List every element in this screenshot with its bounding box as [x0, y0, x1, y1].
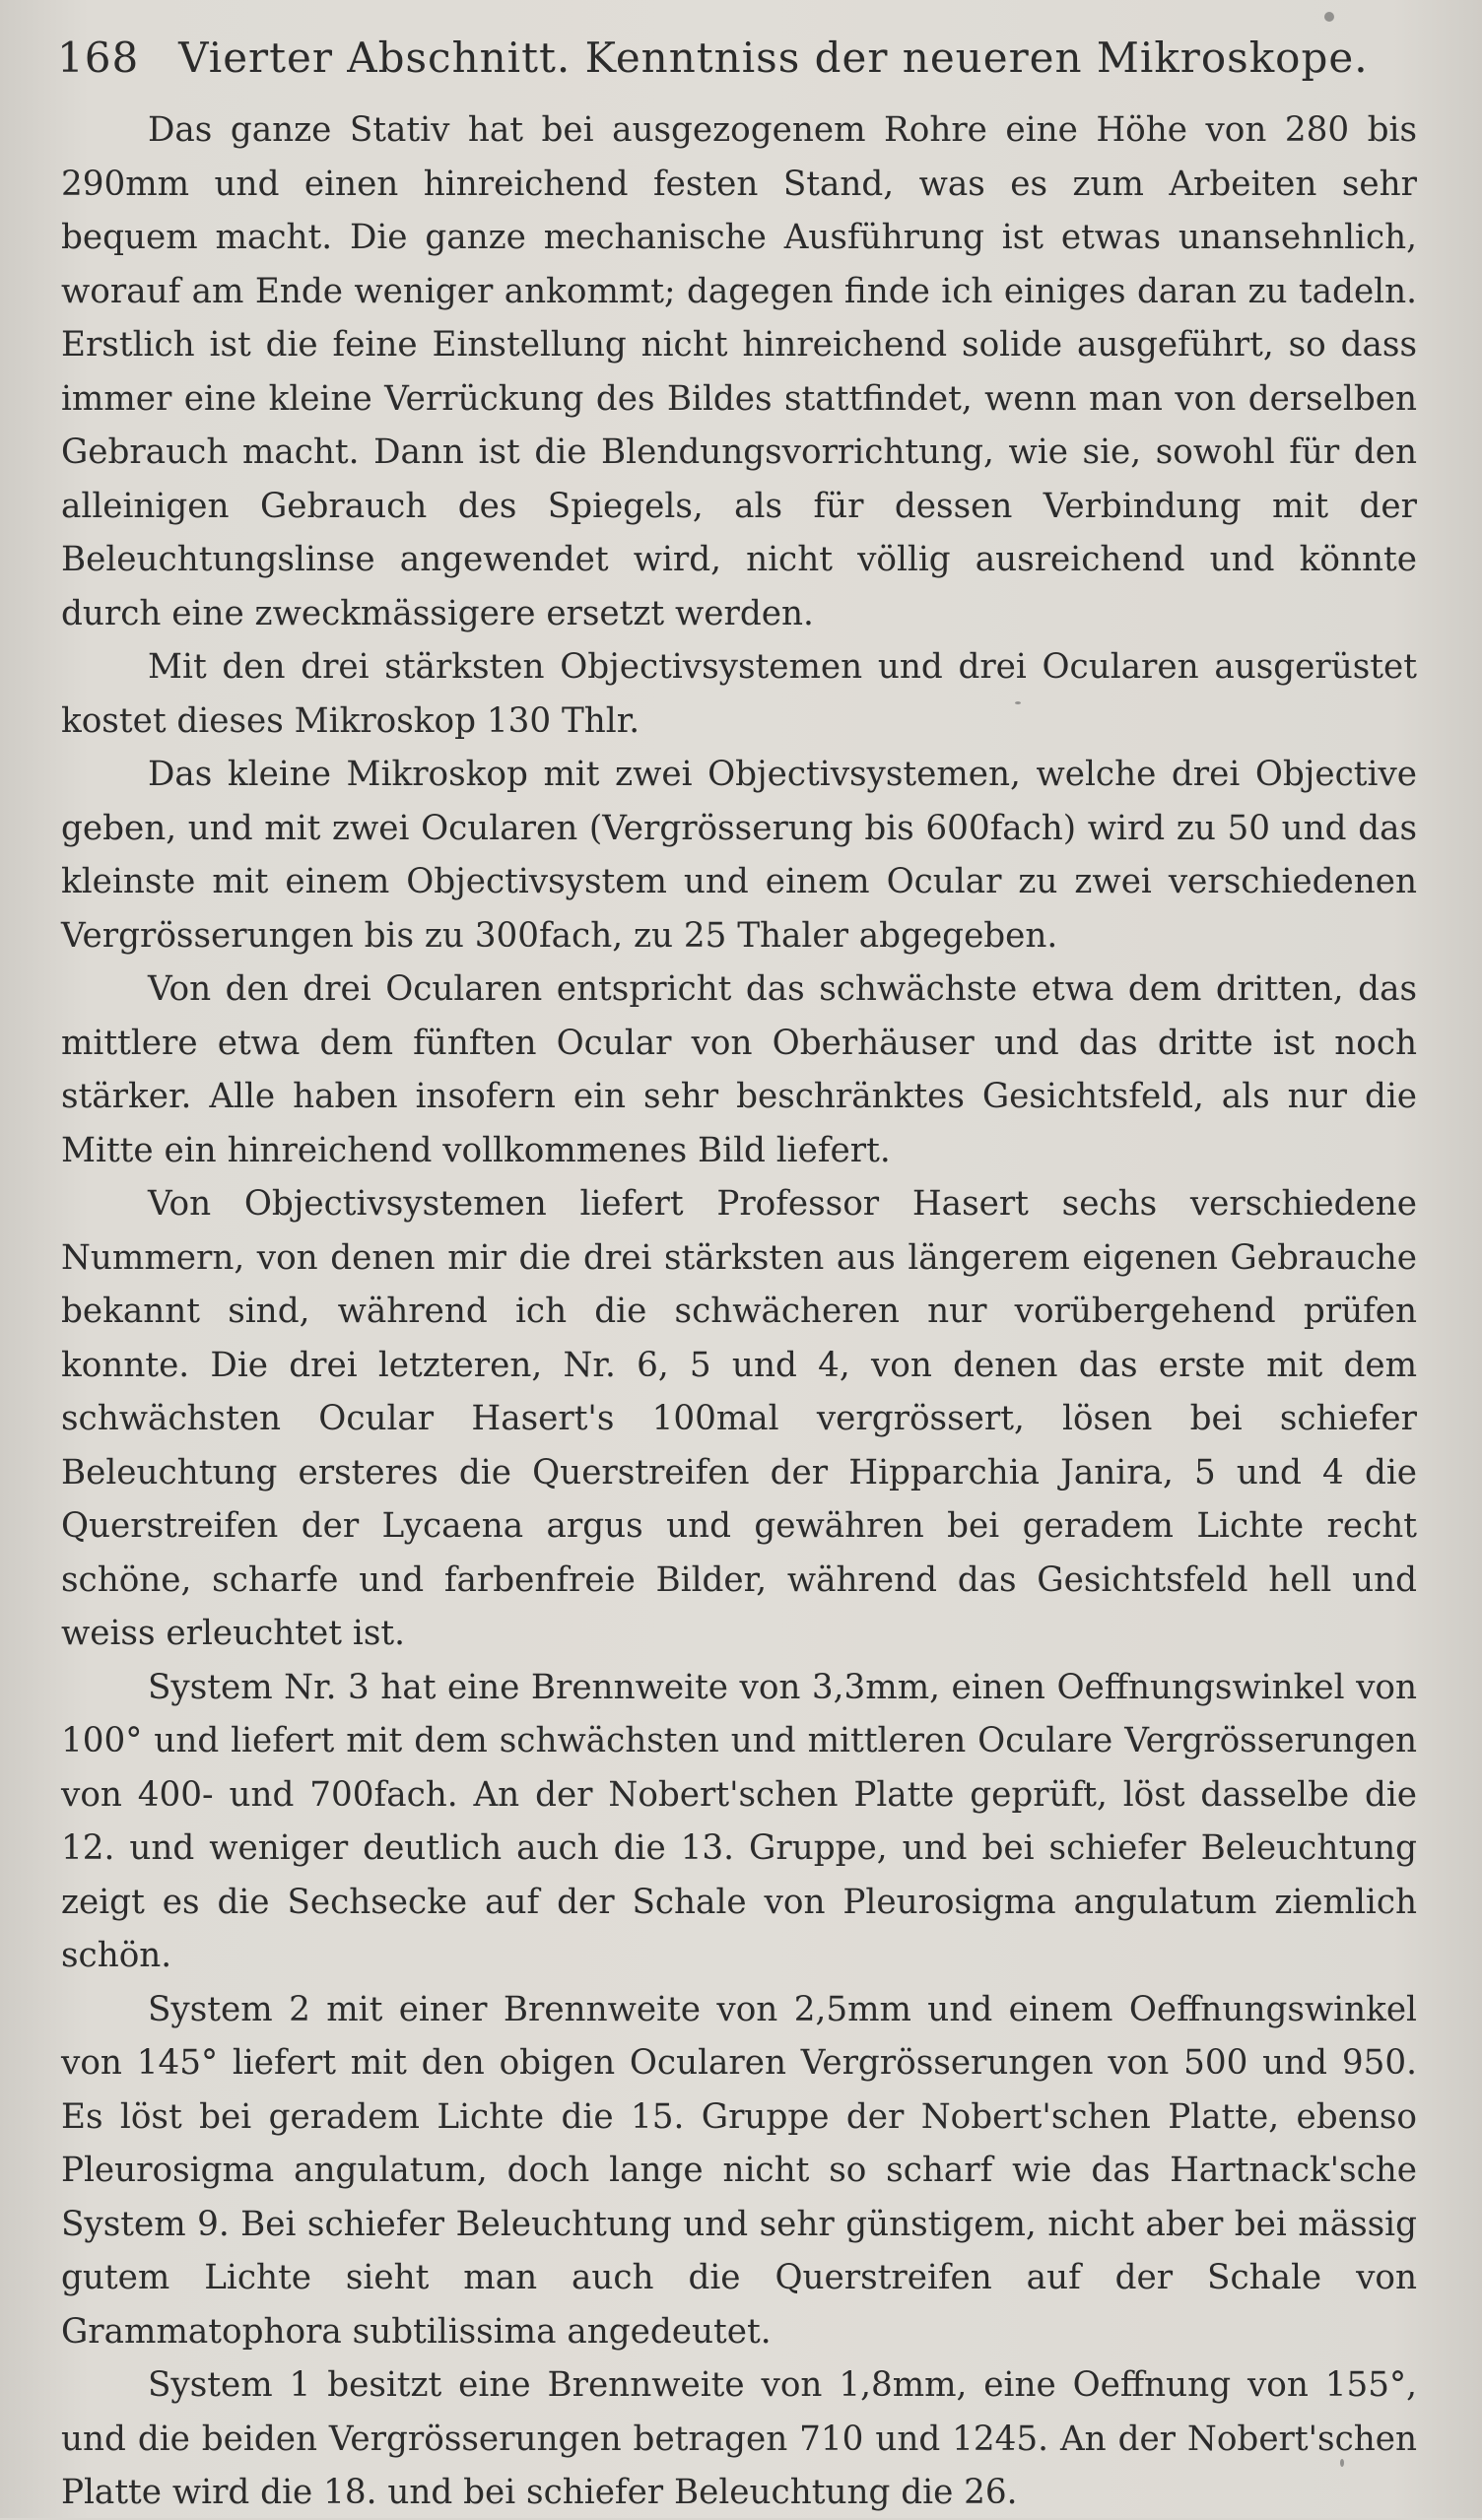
- paper-speck: [1340, 2459, 1344, 2467]
- running-header: [57, 33, 1369, 82]
- paragraph-system-3: System Nr. 3 hat eine Brennweite von 3,3mm, einen Oeffnungswinkel von 100° und liefert mit dem schwächsten und mittleren Oculare Vergrösserungen von 400- und 700fach. An der Nobert'schen Platte geprüft, löst dasselbe die 12. und weniger deutlich auch die 13. Gruppe, und bei schiefer Beleuchtung zeigt es die Sechsecke auf der Schale von Pleurosigma angulatum ziemlich schön.: [61, 1667, 1417, 1975]
- body-text: [61, 103, 1417, 2520]
- paragraph-stativ: Das ganze Stativ hat bei ausgezogenem Rohre eine Höhe von 280 bis 290mm und einen hinreichend festen Stand, was es zum Arbeiten sehr bequem macht. Die ganze mechanische Ausführung ist etwas unansehnlich, worauf am Ende weniger ankommt; dagegen finde ich einiges daran zu tadeln. Erstlich ist die feine Einstellung nicht hinreichend solide ausgeführt, so dass immer eine kleine Verrückung des Bildes stattfindet, wenn man von derselben Gebrauch macht. Dann ist die Blendungsvorrichtung, wie sie, sowohl für den alleinigen Gebrauch des Spiegels, als für dessen Verbindung mit der Beleuchtungslinse angewendet wird, nicht völlig ausreichend und könnte durch eine zweckmässigere ersetzt werden.: [61, 110, 1417, 633]
- paragraph-objective-systems: Von Objectivsystemen liefert Professor Hasert sechs verschiedene Nummern, von denen mir die drei stärksten aus längerem eigenen Gebrauche bekannt sind, während ich die schwächeren nur vorübergehend prüfen konnte. Die drei letzteren, Nr. 6, 5 und 4, von denen das erste mit dem schwächsten Ocular Hasert's 100mal vergrössert, lösen bei schiefer Beleuchtung ersteres die Querstreifen der Hipparchia Janira, 5 und 4 die Querstreifen der Lycaena argus und gewähren bei geradem Lichte recht schöne, scharfe und farbenfreie Bilder, während das Gesichtsfeld hell und weiss erleuchtet ist.: [61, 1184, 1417, 1653]
- page-number: 168: [57, 33, 140, 82]
- paper-speck: [1015, 701, 1021, 704]
- paragraph-system-1: System 1 besitzt eine Brennweite von 1,8mm, eine Oeffnung von 155°, und die beiden Vergrösserungen betragen 710 und 1245. An der Nobert'schen Platte wird die 18. und bei schiefer Beleuchtung die 26.: [61, 2365, 1417, 2512]
- running-title: Vierter Abschnitt. Kenntniss der neueren Mikroskope.: [178, 33, 1369, 82]
- paragraph-oculars: Von den drei Ocularen entspricht das schwächste etwa dem dritten, das mittlere etwa dem fünften Ocular von Oberhäuser und das dritte ist noch stärker. Alle haben insofern ein sehr beschränktes Gesichtsfeld, als nur die Mitte ein hinreichend vollkommenes Bild liefert.: [61, 969, 1417, 1170]
- paragraph-small-microscope: Das kleine Mikroskop mit zwei Objectivsystemen, welche drei Objective geben, und mit zwei Ocularen (Vergrösserung bis 600fach) wird zu 50 und das kleinste mit einem Objectivsystem und einem Ocular zu zwei verschiedenen Vergrösserungen bis zu 300fach, zu 25 Thaler abgegeben.: [61, 755, 1417, 956]
- paper-speck: [1324, 12, 1334, 22]
- paragraph-price: Mit den drei stärksten Objectivsystemen und drei Ocularen ausgerüstet kostet dieses Mikroskop 130 Thlr.: [61, 647, 1417, 741]
- paragraph-system-2: System 2 mit einer Brennweite von 2,5mm und einem Oeffnungswinkel von 145° liefert mit den obigen Ocularen Vergrösserungen von 500 und 950. Es löst bei geradem Lichte die 15. Gruppe der Nobert'schen Platte, ebenso Pleurosigma angulatum, doch lange nicht so scharf wie das Hartnack'sche System 9. Bei schiefer Beleuchtung und sehr günstigem, nicht aber bei mässig gutem Lichte sieht man auch die Querstreifen auf der Schale von Grammatophora subtilissima angedeutet.: [61, 1989, 1417, 2352]
